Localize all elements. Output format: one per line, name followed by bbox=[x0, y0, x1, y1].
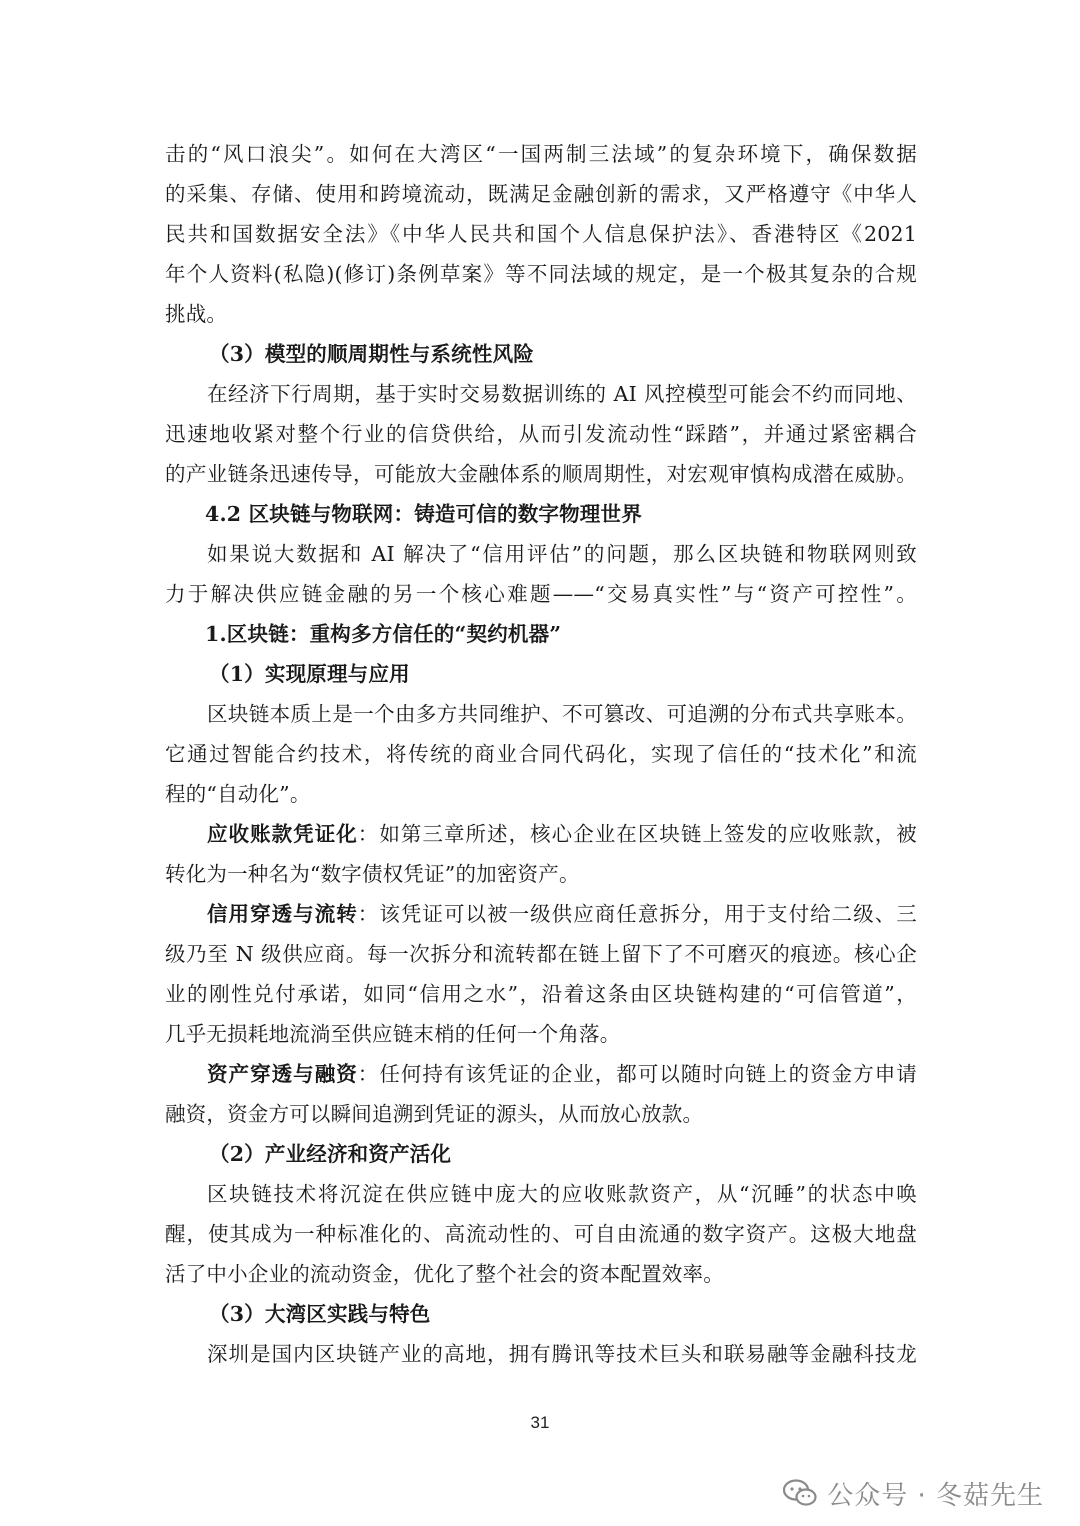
text-line: 转化为一种名为“数字债权凭证”的加密资产。 bbox=[165, 862, 580, 886]
paragraph-receivables bbox=[165, 814, 917, 854]
section-heading-gba: （3）大湾区实践与特色 bbox=[209, 1302, 431, 1326]
paragraph-credit bbox=[165, 894, 917, 934]
text-span: ：如第三章所述，核心企业在区块链上签发的应收账款，被 bbox=[357, 822, 918, 846]
term-receivables: 应收账款凭证化 bbox=[207, 822, 358, 846]
paragraph-assets bbox=[165, 1054, 917, 1094]
text-line: 区块链技术将沉淀在供应链中庞大的应收账款资产，从“沉睡”的状态中唤 bbox=[207, 1182, 917, 1206]
text-line: 区块链本质上是一个由多方共同维护、不可篡改、可追溯的分布式共享账本。 bbox=[207, 702, 917, 726]
document-page bbox=[165, 134, 917, 1374]
text-line: 程的“自动化”。 bbox=[165, 782, 311, 806]
term-assets: 资产穿透与融资 bbox=[207, 1062, 358, 1086]
term-credit: 信用穿透与流转 bbox=[207, 902, 358, 926]
text-line: 民共和国数据安全法》《中华人民共和国个人信息保护法》、香港特区《2021 bbox=[165, 222, 917, 246]
text-line: 的产业链条迅速传导，可能放大金融体系的顺周期性，对宏观审慎构成潜在威胁。 bbox=[165, 462, 917, 486]
text-span: ：该凭证可以被一级供应商任意拆分，用于支付给二级、三 bbox=[357, 902, 918, 926]
text-line: 融资，资金方可以瞬间追溯到凭证的源头，从而放心放款。 bbox=[165, 1102, 704, 1126]
text-line: 力于解决供应链金融的另一个核心难题——“交易真实性”与“资产可控性”。 bbox=[165, 582, 917, 606]
text-line: 几乎无损耗地流淌至供应链末梢的任何一个角落。 bbox=[165, 1022, 621, 1046]
watermark-text: 公众号 · 冬菇先生 bbox=[827, 1480, 1044, 1511]
section-heading-4-2: 4.2 区块链与物联网：铸造可信的数字物理世界 bbox=[205, 502, 642, 526]
watermark bbox=[783, 1473, 1044, 1513]
text-line: 迅速地收紧对整个行业的信贷供给，从而引发流动性“踩踏”，并通过紧密耦合 bbox=[165, 422, 917, 446]
text-line: 如果说大数据和 AI 解决了“信用评估”的问题，那么区块链和物联网则致 bbox=[207, 542, 917, 566]
text-line: 醒，使其成为一种标准化的、高流动性的、可自由流通的数字资产。这极大地盘 bbox=[165, 1222, 917, 1246]
section-heading-principle: （1）实现原理与应用 bbox=[209, 662, 410, 686]
section-heading-industry: （2）产业经济和资产活化 bbox=[209, 1142, 452, 1166]
section-heading-blockchain: 1.区块链：重构多方信任的“契约机器” bbox=[205, 622, 562, 646]
text-line: 它通过智能合约技术，将传统的商业合同代码化，实现了信任的“技术化”和流 bbox=[165, 742, 917, 766]
text-line: 级乃至 N 级供应商。每一次拆分和流转都在链上留下了不可磨灭的痕迹。核心企 bbox=[165, 942, 917, 966]
text-line: 的采集、存储、使用和跨境流动，既满足金融创新的需求，又严格遵守《中华人 bbox=[165, 182, 917, 206]
section-heading-model-risk: （3）模型的顺周期性与系统性风险 bbox=[209, 342, 534, 366]
text-span: ：任何持有该凭证的企业，都可以随时向链上的资金方申请 bbox=[357, 1062, 918, 1086]
text-line: 年个人资料(私隐)(修订)条例草案》等不同法域的规定，是一个极其复杂的合规 bbox=[165, 262, 917, 286]
wechat-icon bbox=[783, 1479, 817, 1507]
text-line: 深圳是国内区块链产业的高地，拥有腾讯等技术巨头和联易融等金融科技龙 bbox=[207, 1342, 917, 1366]
text-line: 活了中小企业的流动资金，优化了整个社会的资本配置效率。 bbox=[165, 1262, 724, 1286]
text-line: 击的“风口浪尖”。如何在大湾区“一国两制三法域”的复杂环境下，确保数据 bbox=[165, 142, 917, 166]
text-line: 挑战。 bbox=[165, 302, 228, 326]
text-line: 业的刚性兑付承诺，如同“信用之水”，沿着这条由区块链构建的“可信管道”， bbox=[165, 982, 917, 1006]
text-line: 在经济下行周期，基于实时交易数据训练的 AI 风控模型可能会不约而同地、 bbox=[207, 382, 917, 406]
page-number: 31 bbox=[530, 1413, 550, 1432]
